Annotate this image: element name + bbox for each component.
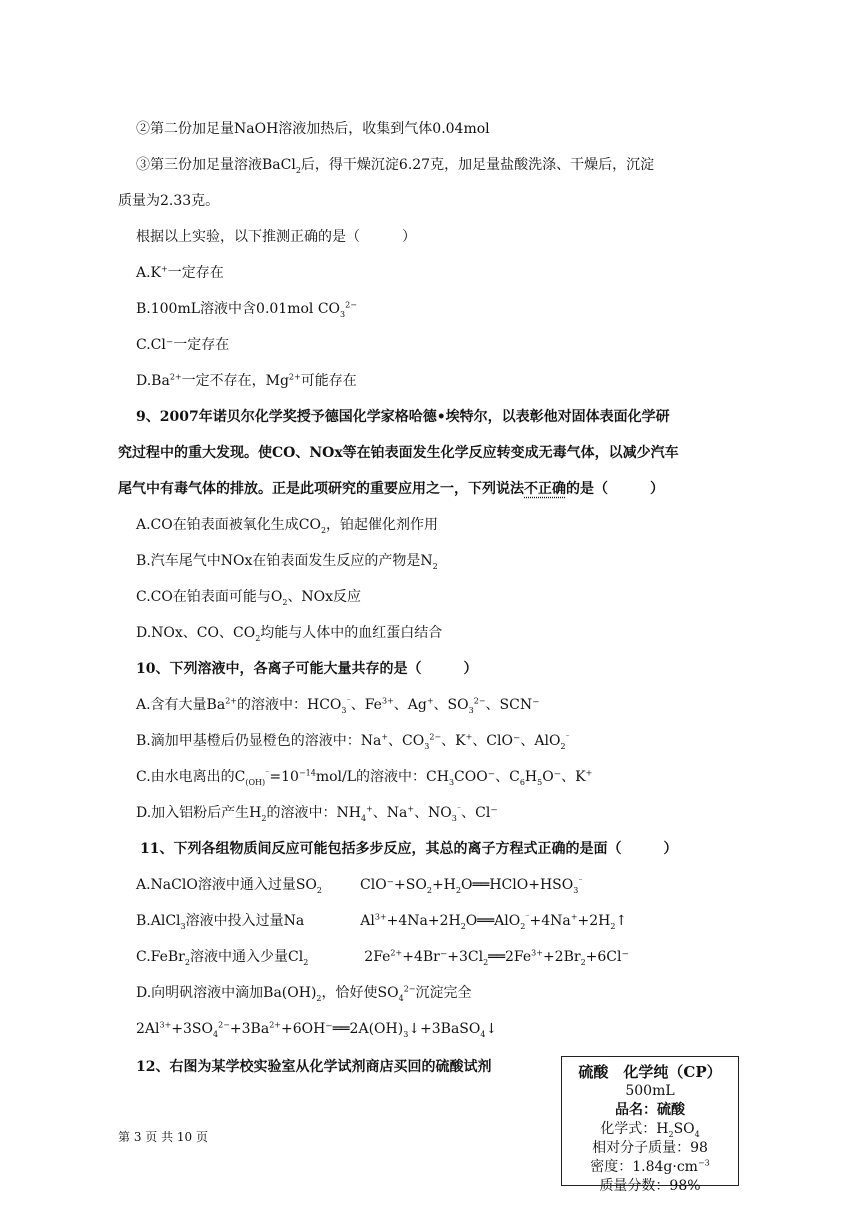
item-3-line-1: ③第三份加足量溶液BaCl$_2$后，得干燥沉淀6.27克，加足量盐酸洗涤、干燥后，沉淀	[136, 157, 655, 175]
q8-option-c: C.Cl⁻一定存在	[136, 337, 230, 353]
q10-option-d: D.加入铝粉后产生$H_2$的溶液中：$NH_4^+$、Na+、$NO_3^{^-}$、Cl⁻	[136, 804, 498, 823]
q9-line-2: 究过程中的重大发现。使CO、NOx等在铂表面发生化学反应转变成无毒气体，以减少汽车	[118, 445, 679, 461]
label-density: 密度：$1.84g\cdot cm^{-3}$	[590, 1158, 710, 1175]
reagent-label	[561, 1056, 739, 1194]
q9-option-a: A.CO在铂表面被氧化生成$CO_2$，铂起催化剂作用	[136, 517, 439, 535]
label-molar-mass: 相对分子质量：98	[592, 1140, 708, 1156]
q11-option-b: B.AlCl$_3$溶液中投入过量Na $Al^{3+}+4Na+2H_2O══AlO_2^{^-}+4Na^++2H_2↑$	[136, 912, 628, 931]
q11-stem: 11、下列各组物质间反应可能包括多步反应，其总的离子方程式正确的是面（ ）	[140, 841, 678, 857]
label-formula: 化学式：$H_2SO_4$	[600, 1121, 700, 1139]
label-mass-fraction: 质量分数：98%	[599, 1178, 701, 1194]
q11-option-a: A.NaClO溶液中通入过量$SO_2$ $ClO^-+SO_2+H_2O══HClO+HSO_3^{^-}$	[136, 876, 583, 895]
item-2: ②第二份加足量NaOH溶液加热后，收集到气体0.04mol	[136, 121, 490, 137]
label-volume: 500mL	[625, 1083, 675, 1099]
q12-stem: 12、右图为某学校实验室从化学试剂商店买回的硫酸试剂	[136, 1059, 492, 1075]
q9-line-3: 尾气中有毒气体的排放。正是此项研究的重要应用之一，下列说法不正确的是（ ）	[118, 481, 664, 497]
q8-option-b: B.100mL溶液中含0.01mol $CO_3^{2-}$	[136, 300, 357, 319]
label-name: 品名：硫酸	[615, 1102, 685, 1118]
q11-option-c: C.FeBr$_2$溶液中通入少量$Cl_2$ $2Fe^{2+}+4Br^-+3Cl_2══2Fe^{3+}+2Br_2+6Cl^-$	[136, 948, 629, 967]
q9-line-1: 9、2007年诺贝尔化学奖授予德国化学家格哈德•埃特尔，以表彰他对固体表面化学研	[136, 409, 670, 425]
q9-option-b: B.汽车尾气中NOx在铂表面发生反应的产物是$N_2$	[136, 553, 438, 571]
q8-stem: 根据以上实验，以下推测正确的是（ ）	[136, 229, 416, 245]
q9-option-c: C.CO在铂表面可能与$O_2$、NOx反应	[136, 589, 362, 607]
q10-option-c: C.由水电离出的$C_{(OH)}^{^-}=10^{-14}mol/L$的溶液中：$CH_3COO^-$、$C_6H_5O^-$、K+	[136, 768, 593, 787]
q8-option-d: $D.Ba^{2+}$一定不存在，$Mg^{2+}$可能存在	[136, 372, 357, 389]
q9-option-d: D.NOx、CO、$CO_2$均能与人体中的血红蛋白结合	[136, 625, 443, 643]
q8-option-a: A.K+一定存在	[136, 264, 224, 281]
q10-option-a: A.含有大量$Ba^{2+}$的溶液中：$HCO_3^{^-}$、$Fe^{3+}$、Ag+、$SO_3^{2-}$、SCN⁻	[136, 696, 540, 715]
q10-option-b: B.滴加甲基橙后仍显橙色的溶液中：Na+、$CO_3^{2-}$、K+、ClO⁻、AlO$_2$⁻	[136, 732, 570, 751]
label-title: 硫酸 化学纯（CP）	[578, 1063, 722, 1081]
page-footer: 第 3 页 共 10 页	[118, 1130, 208, 1144]
item-3-line-2: 质量为2.33克。	[118, 193, 220, 209]
q10-stem: 10、下列溶液中，各离子可能大量共存的是（ ）	[136, 661, 478, 677]
q11-option-d-equation: $2Al^{3+}+3SO_4^{2-}+3Ba^{2+}+6OH^-══2A(OH)_3↓+3BaSO_4↓$	[136, 1020, 498, 1039]
q11-option-d: D.向明矾溶液中滴加$Ba(OH)_2$，恰好使$SO_4^{2-}$沉淀完全	[136, 984, 472, 1003]
